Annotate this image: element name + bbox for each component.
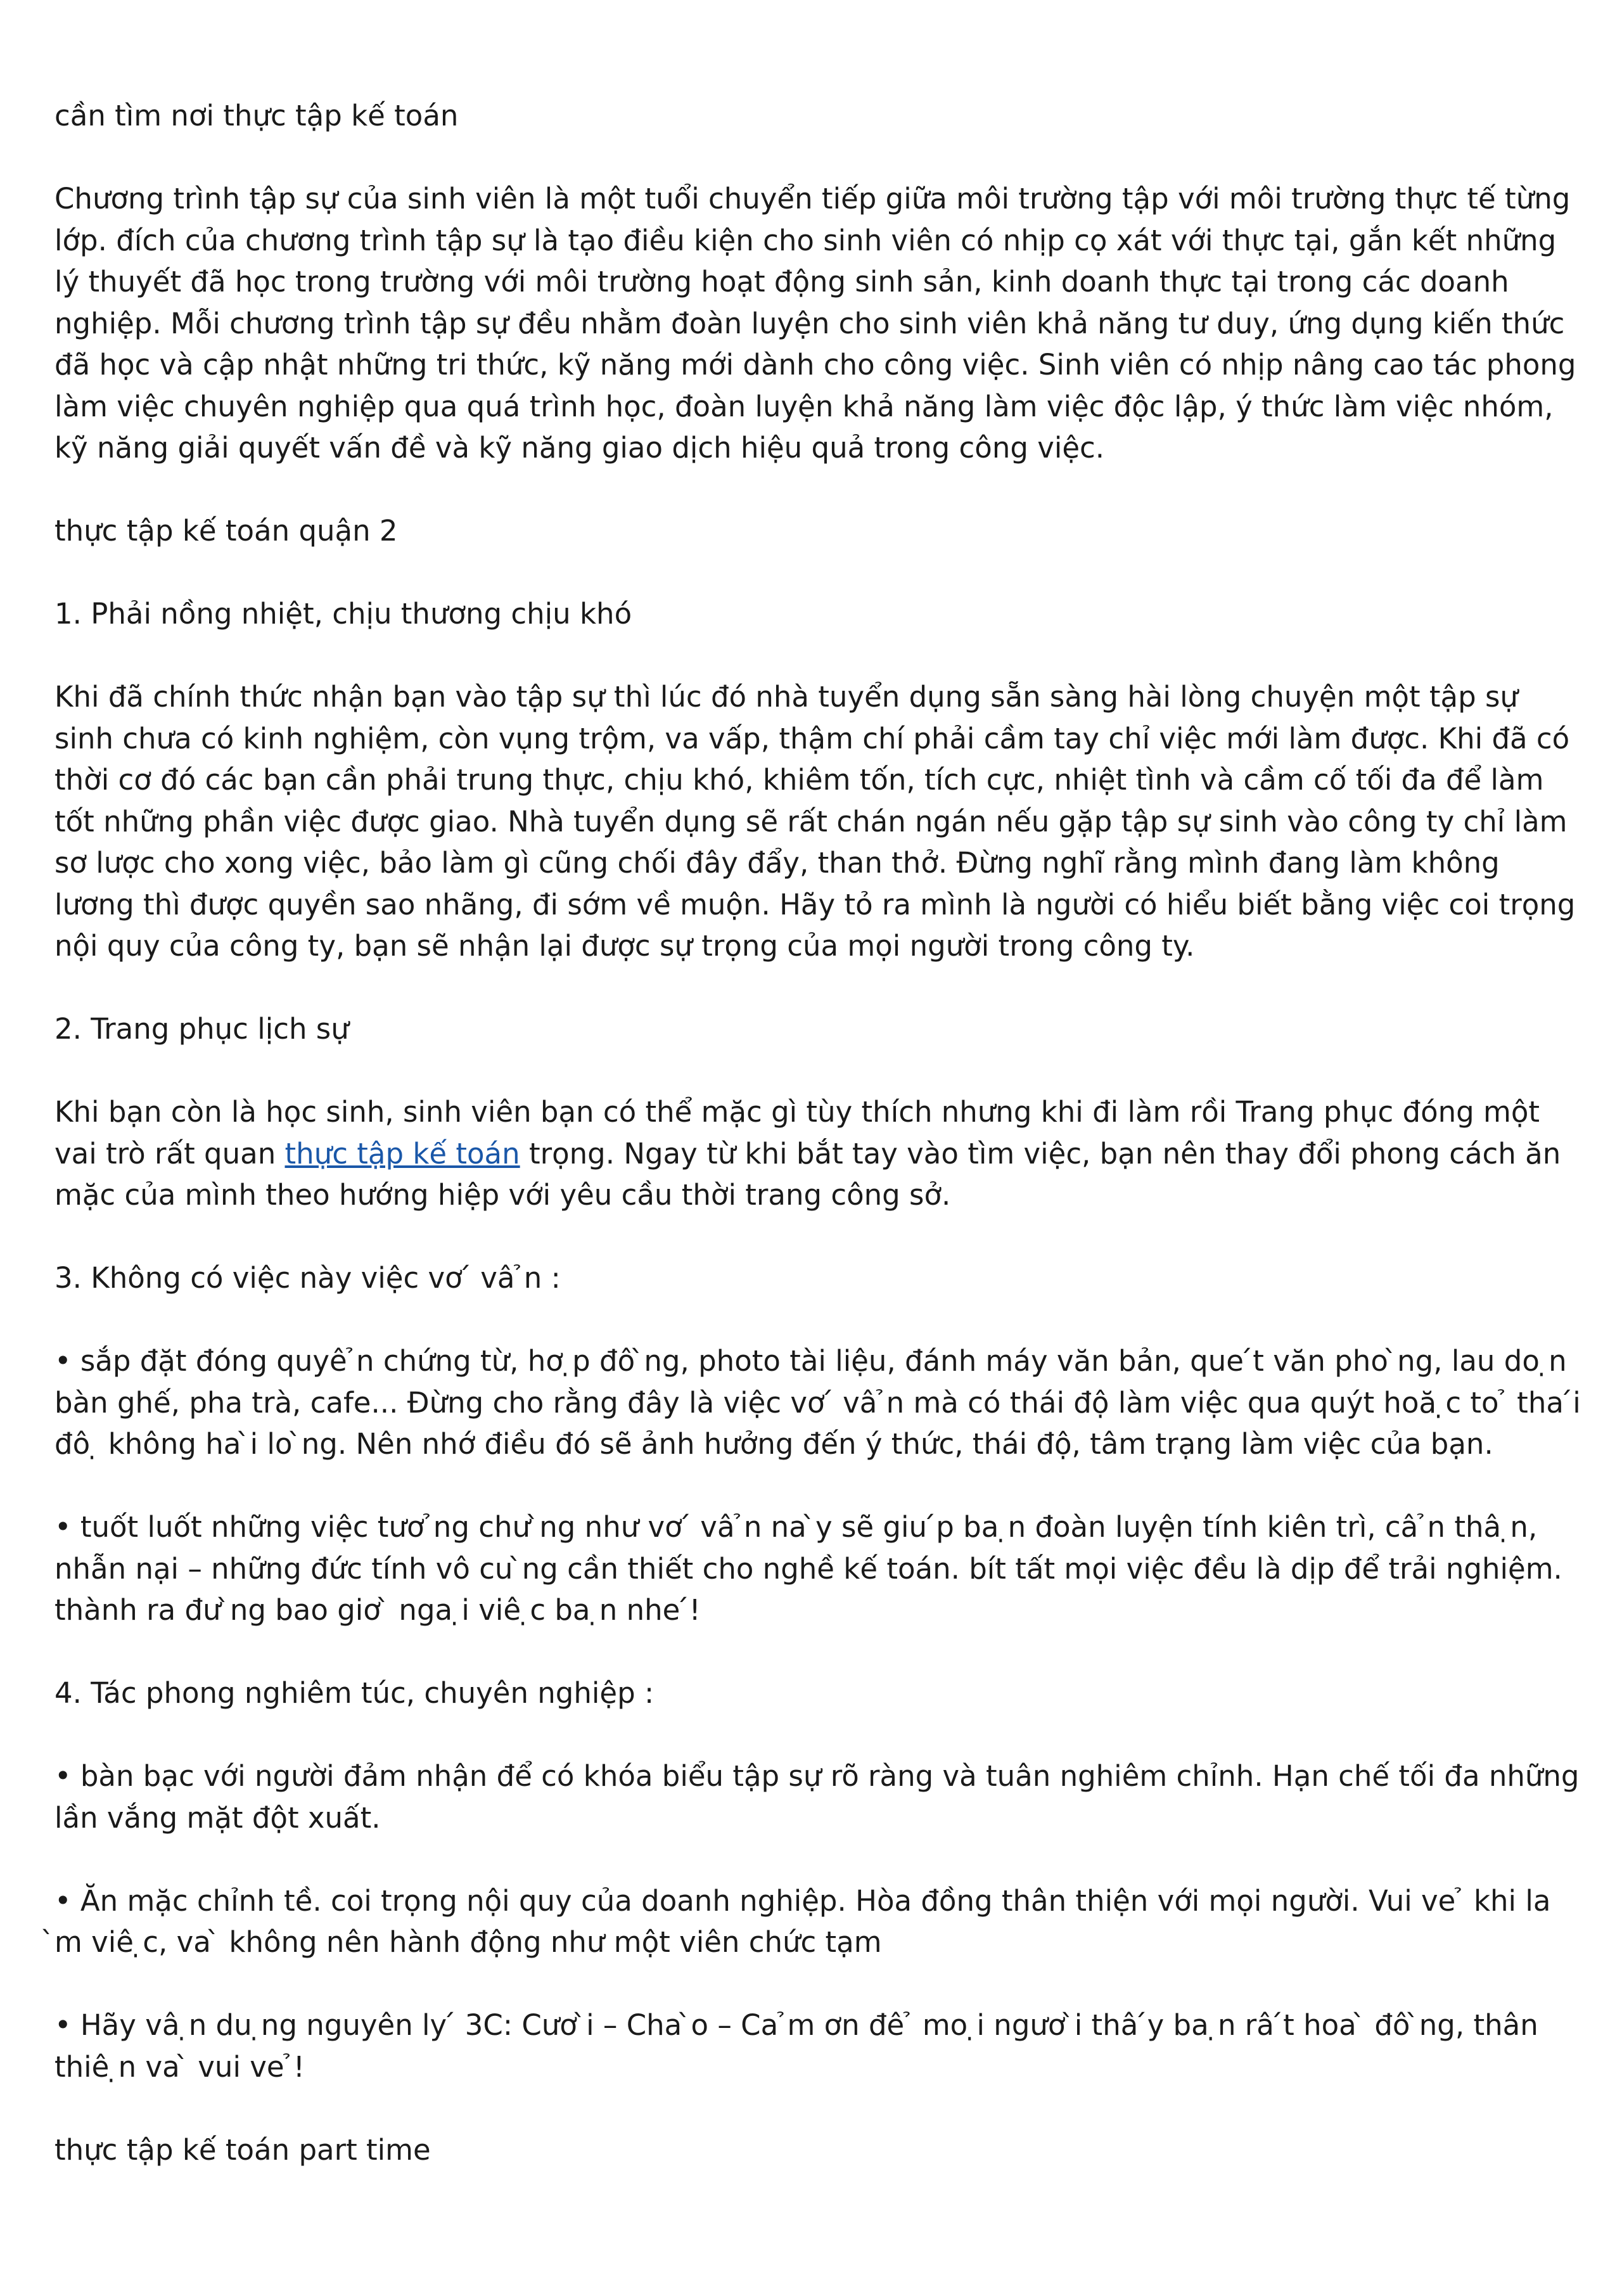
section-1-title: 1. Phải nồng nhiệt, chịu thương chịu khó <box>54 597 632 631</box>
heading-bottom: thực tập kế toán part time <box>54 2132 431 2167</box>
section-4-title: 4. Tác phong nghiêm túc, chuyên nghiệp : <box>54 1676 655 1710</box>
section-2-title: 2. Trang phục lịch sự <box>54 1012 349 1046</box>
section-3-title: 3. Không có việc này việc vơ ́ vâ ̉n : <box>54 1261 561 1295</box>
section-2-text-before: Khi bạn còn là học sinh, sinh viên bạn có thể mặc gì tùy thích nhưng khi đi làm rồi Trang phục đóng một vai trò rất quan <box>54 1095 1540 1170</box>
heading-quan2: thực tập kế toán quận 2 <box>54 514 398 548</box>
accounting-internship-link[interactable]: thực tập kế toán <box>284 1136 520 1170</box>
document-page <box>54 95 1581 2212</box>
section-4-bullet-3: • Hãy vâ ̣n du ̣ng nguyên ly ́ 3C: Cươ ̀i – Cha ̀o – Ca ̉m ơn đê ̉ mo ̣i ngươ ̀i thâ ́y ba ̣n râ ́t hoa ̀ đô ̀ng, thân thiê ̣n va ̀ vui ve ̉! <box>54 2008 1538 2084</box>
section-2-body <box>54 1091 1581 1216</box>
section-3-bullet-2: • tuốt luốt những việc tươ ̉ng chư ̀ng như vơ ́ vâ ̉n na ̀y sẽ giu ́p ba ̣n đoàn luyện tính kiên trì, câ ̉n thâ ̣n, nhẫn nại – những đức tính vô cu ̀ng cần thiết cho nghề kế toán. bít tất mọi việc đều là dịp để trải nghiệm. thành ra đư ̀ng bao giơ ̀ nga ̣i viê ̣c ba ̣n nhe ́! <box>54 1510 1562 1627</box>
section-2-text-after: trọng. Ngay từ khi bắt tay vào tìm việc, bạn nên thay đổi phong cách ăn mặc của mình theo hướng hiệp với yêu cầu thời trang công sở. <box>54 1136 1561 1212</box>
section-4-bullet-2: • Ăn mặc chỉnh tề. coi trọng nội quy của doanh nghiệp. Hòa đồng thân thiện với mọi người. Vui ve ̉ khi la ̀m viê ̣c, va ̀ không nên hành động như một viên chức tạm <box>54 1883 1551 1959</box>
intro-paragraph: Chương trình tập sự của sinh viên là một tuổi chuyển tiếp giữa môi trường tập với môi trường thực tế từng lớp. đích của chương trình tập sự là tạo điều kiện cho sinh viên có nhịp cọ xát với thực tại, gắn kết những lý thuyết đã học trong trường với môi trường hoạt động sinh sản, kinh doanh thực tại trong các doanh nghiệp. Mỗi chương trình tập sự đều nhằm đoàn luyện cho sinh viên khả năng tư duy, ứng dụng kiến thức đã học và cập nhật những tri thức, kỹ năng mới dành cho công việc. Sinh viên có nhịp nâng cao tác phong làm việc chuyên nghiệp qua quá trình học, đoàn luyện khả năng làm việc độc lập, ý thức làm việc nhóm, kỹ năng giải quyết vấn đề và kỹ năng giao dịch hiệu quả trong công việc. <box>54 182 1576 465</box>
section-4-bullet-1: • bàn bạc với người đảm nhận để có khóa biểu tập sự rõ ràng và tuân nghiêm chỉnh. Hạn chế tối đa những lần vắng mặt đột xuất. <box>54 1759 1580 1835</box>
heading-top: cần tìm nơi thực tập kế toán <box>54 99 459 132</box>
section-3-bullet-1: • sắp đặt đóng quyê ̉n chứng từ, hơ ̣p đô ̀ng, photo tài liệu, đánh máy văn bản, que ́t văn pho ̀ng, lau do ̣n bàn ghế, pha trà, cafe... Đừng cho rằng đây là việc vơ ́ vâ ̉n mà có thái độ làm việc qua quýt hoă ̣c to ̉ tha ́i đô ̣ không ha ̀i lo ̀ng. Nên nhớ điều đó sẽ ảnh hưởng đến ý thức, thái độ, tâm trạng làm việc của bạn. <box>54 1344 1581 1461</box>
section-1-body: Khi đã chính thức nhận bạn vào tập sự thì lúc đó nhà tuyển dụng sẵn sàng hài lòng chuyện một tập sự sinh chưa có kinh nghiệm, còn vụng trộm, va vấp, thậm chí phải cầm tay chỉ việc mới làm được. Khi đã có thời cơ đó các bạn cần phải trung thực, chịu khó, khiêm tốn, tích cực, nhiệt tình và cầm cố tối đa để làm tốt những phần việc được giao. Nhà tuyển dụng sẽ rất chán ngán nếu gặp tập sự sinh vào công ty chỉ làm sơ lược cho xong việc, bảo làm gì cũng chối đây đẩy, than thở. Đừng nghĩ rằng mình đang làm không lương thì được quyền sao nhãng, đi sớm về muộn. Hãy tỏ ra mình là người có hiểu biết bằng việc coi trọng nội quy của công ty, bạn sẽ nhận lại được sự trọng của mọi người trong công ty. <box>54 680 1576 963</box>
